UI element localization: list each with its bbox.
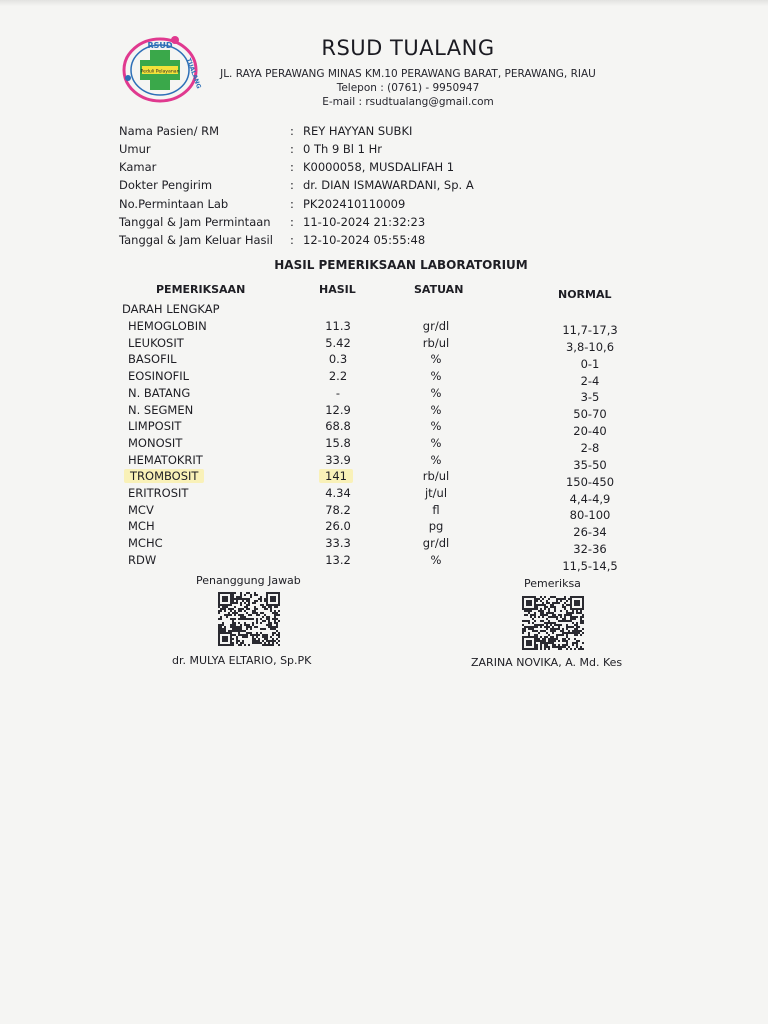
table-row [0, 486, 768, 506]
result-cell [300, 319, 376, 333]
table-row [0, 369, 768, 388]
result-cell-text: 4.34 [325, 486, 351, 500]
unit-cell-text: fl [432, 502, 440, 517]
examiner-name: ZARINA NOVIKA, A. Md. Kes [471, 656, 623, 669]
result-cell-text: 12.9 [325, 402, 351, 417]
table-row [0, 402, 768, 422]
normal-range-cell-text: 2-8 [580, 440, 600, 455]
table-row [0, 519, 768, 540]
table-row [0, 419, 768, 439]
test-name-cell-text: MCH [128, 519, 155, 534]
result-cell [300, 369, 376, 383]
test-name-cell-text: N. BATANG [128, 385, 191, 400]
unit-cell [398, 319, 474, 333]
unit-cell [398, 503, 474, 517]
scan-edge-shadow [0, 0, 768, 6]
test-name-cell-text: BASOFIL [128, 352, 177, 367]
patient-info-value: 12-10-2024 05:55:48 [303, 233, 426, 247]
test-name-cell-text: EOSINOFIL [128, 369, 190, 384]
column-header-normal: NORMAL [558, 288, 612, 301]
result-cell [300, 436, 376, 450]
result-cell-text: 33.3 [325, 536, 351, 551]
test-name-cell-text: MCV [128, 502, 154, 517]
unit-cell [398, 486, 474, 500]
patient-info-value: dr. DIAN ISMAWARDANI, Sp. A [303, 178, 474, 192]
unit-cell-text: gr/dl [422, 536, 450, 551]
patient-info-value: K0000058, MUSDALIFAH 1 [303, 160, 455, 174]
result-cell-text: 11.3 [325, 319, 351, 333]
patient-info-value: 11-10-2024 21:32:23 [303, 215, 426, 229]
column-header-result: HASIL [319, 283, 356, 296]
normal-range-cell-text: 4,4-4,9 [569, 491, 611, 506]
result-cell [300, 419, 376, 433]
test-name-cell [128, 336, 184, 350]
unit-cell [398, 469, 474, 483]
patient-info-colon: : [290, 233, 294, 247]
hospital-address: JL. RAYA PERAWANG MINAS KM.10 PERAWANG BARAT, PERAWANG, RIAU [220, 68, 596, 80]
test-name-cell [128, 453, 203, 467]
unit-cell-text: pg [428, 519, 444, 534]
test-name-cell-text: HEMOGLOBIN [128, 319, 207, 333]
test-name-cell [128, 369, 189, 383]
result-cell-text: 68.8 [325, 419, 351, 434]
normal-range-cell-text: 20-40 [573, 424, 607, 439]
unit-cell [398, 553, 474, 567]
logo-center-text: Peduli Pelayanan [140, 69, 180, 75]
patient-info-label: Umur [119, 142, 151, 156]
patient-info-label: Tanggal & Jam Keluar Hasil [119, 233, 273, 247]
result-cell-text: - [335, 385, 341, 400]
hospital-phone: Telepon : (0761) - 9950947 [336, 82, 480, 94]
unit-cell [398, 352, 474, 366]
hospital-name: RSUD TUALANG [321, 36, 495, 60]
normal-range-cell-text: 0-1 [580, 356, 600, 371]
normal-range-cell-text: 32-36 [573, 542, 607, 557]
result-cell-text: 141 [319, 469, 353, 483]
normal-range-cell-text: 26-34 [573, 525, 607, 540]
result-cell [300, 553, 376, 567]
test-name-cell-text: MONOSIT [128, 435, 183, 450]
patient-info-label: Dokter Pengirim [119, 178, 213, 192]
result-cell [300, 352, 376, 366]
result-cell [300, 536, 376, 550]
normal-range-cell-text: 35-50 [573, 457, 607, 472]
test-name-cell [128, 436, 182, 450]
patient-info-colon: : [290, 142, 294, 156]
test-name-cell [128, 469, 204, 483]
result-cell [300, 503, 376, 517]
patient-info-label: Kamar [119, 160, 157, 174]
unit-cell-text: % [430, 452, 442, 467]
unit-cell [398, 369, 474, 383]
patient-info-colon: : [290, 197, 294, 211]
result-cell [300, 336, 376, 350]
unit-cell-text: % [430, 385, 442, 400]
column-header-unit: SATUAN [414, 283, 464, 296]
unit-cell-text: rb/ul [422, 469, 450, 484]
unit-cell-text: % [430, 552, 442, 567]
logo-side-text: TUALANG [184, 57, 203, 90]
unit-cell-text: jt/ul [424, 486, 448, 500]
unit-cell-text: gr/dl [422, 319, 450, 333]
unit-cell-text: % [430, 435, 442, 450]
test-name-cell [128, 319, 207, 333]
normal-range-cell-text: 11,5-14,5 [562, 558, 618, 573]
normal-range-cell [545, 559, 635, 573]
normal-range-cell-text: 150-450 [565, 474, 615, 489]
patient-info-label: Nama Pasien/ RM [119, 124, 220, 138]
result-cell-text: 0.3 [328, 352, 348, 367]
test-name-cell-text: HEMATOKRIT [128, 452, 203, 467]
unit-cell [398, 403, 474, 417]
test-name-cell-text: LEUKOSIT [128, 335, 184, 350]
normal-range-cell-text: 3-5 [580, 390, 600, 405]
unit-cell [398, 519, 474, 533]
result-cell [300, 453, 376, 467]
patient-info-colon: : [290, 160, 294, 174]
unit-cell [398, 386, 474, 400]
test-name-cell [128, 352, 177, 366]
responsible-qr-code-icon [218, 592, 280, 646]
test-group-label: DARAH LENGKAP [122, 302, 220, 316]
unit-cell [398, 436, 474, 450]
table-row [0, 469, 768, 489]
responsible-name: dr. MULYA ELTARIO, Sp.PK [172, 654, 312, 667]
normal-range-cell-text: 3,8-10,6 [565, 339, 615, 354]
test-name-cell [128, 386, 190, 400]
result-cell [300, 469, 376, 483]
normal-range-cell-text: 11,7-17,3 [562, 323, 618, 337]
test-name-cell-text: RDW [128, 552, 157, 567]
table-row [0, 385, 768, 405]
result-cell-text: 15.8 [325, 435, 351, 450]
unit-cell-text: % [430, 402, 442, 417]
result-cell [300, 486, 376, 500]
unit-cell [398, 453, 474, 467]
patient-info-label: Tanggal & Jam Permintaan [119, 215, 271, 229]
test-name-cell-text: MCHC [128, 536, 163, 551]
test-name-cell [128, 403, 193, 417]
patient-info-value: PK202410110009 [303, 197, 406, 211]
report-title: HASIL PEMERIKSAAN LABORATORIUM [274, 258, 528, 272]
table-row [0, 319, 768, 335]
responsible-label: Penanggung Jawab [196, 574, 301, 587]
unit-cell-text: % [430, 369, 442, 384]
patient-info-colon: : [290, 178, 294, 192]
result-cell-text: 26.0 [325, 519, 351, 534]
patient-info-label: No.Permintaan Lab [119, 197, 229, 211]
result-cell-text: 5.42 [325, 335, 351, 350]
test-name-cell [128, 419, 181, 433]
unit-cell [398, 336, 474, 350]
patient-info-value: 0 Th 9 Bl 1 Hr [303, 142, 383, 156]
normal-range-cell-text: 50-70 [573, 407, 607, 422]
test-name-cell [128, 536, 163, 550]
column-header-test: PEMERIKSAAN [156, 283, 246, 296]
test-name-cell [128, 486, 188, 500]
normal-range-cell-text: 80-100 [569, 508, 611, 523]
unit-cell-text: rb/ul [422, 335, 450, 350]
unit-cell [398, 536, 474, 550]
table-row [0, 435, 768, 455]
table-row [0, 536, 768, 557]
test-name-cell-text: LIMPOSIT [128, 419, 182, 434]
result-cell-text: 33.9 [325, 452, 351, 467]
table-row [0, 552, 768, 573]
result-cell [300, 403, 376, 417]
result-cell-text: 2.2 [328, 369, 348, 384]
test-name-cell [128, 503, 154, 517]
table-row [0, 502, 768, 523]
patient-info-colon: : [290, 215, 294, 229]
table-row [0, 352, 768, 371]
patient-info-value: REY HAYYAN SUBKI [303, 124, 413, 138]
result-cell-text: 78.2 [325, 502, 351, 517]
unit-cell-text: % [430, 352, 442, 367]
test-name-cell-text: N. SEGMEN [128, 402, 194, 417]
examiner-label: Pemeriksa [524, 577, 581, 590]
logo-top-text: RSUD [147, 41, 173, 50]
result-cell [300, 386, 376, 400]
test-name-cell-text: TROMBOSIT [124, 469, 204, 483]
examiner-qr-code-icon [522, 596, 584, 650]
normal-range-cell-text: 2-4 [580, 373, 600, 388]
table-row [0, 336, 768, 352]
test-name-cell [128, 553, 156, 567]
hospital-email: E-mail : rsudtualang@gmail.com [322, 96, 494, 108]
result-cell [300, 519, 376, 533]
unit-cell [398, 419, 474, 433]
result-cell-text: 13.2 [325, 552, 351, 567]
patient-info-colon: : [290, 124, 294, 138]
unit-cell-text: % [430, 419, 442, 434]
test-name-cell [128, 519, 155, 533]
table-row [0, 452, 768, 472]
test-name-cell-text: ERITROSIT [128, 486, 189, 500]
